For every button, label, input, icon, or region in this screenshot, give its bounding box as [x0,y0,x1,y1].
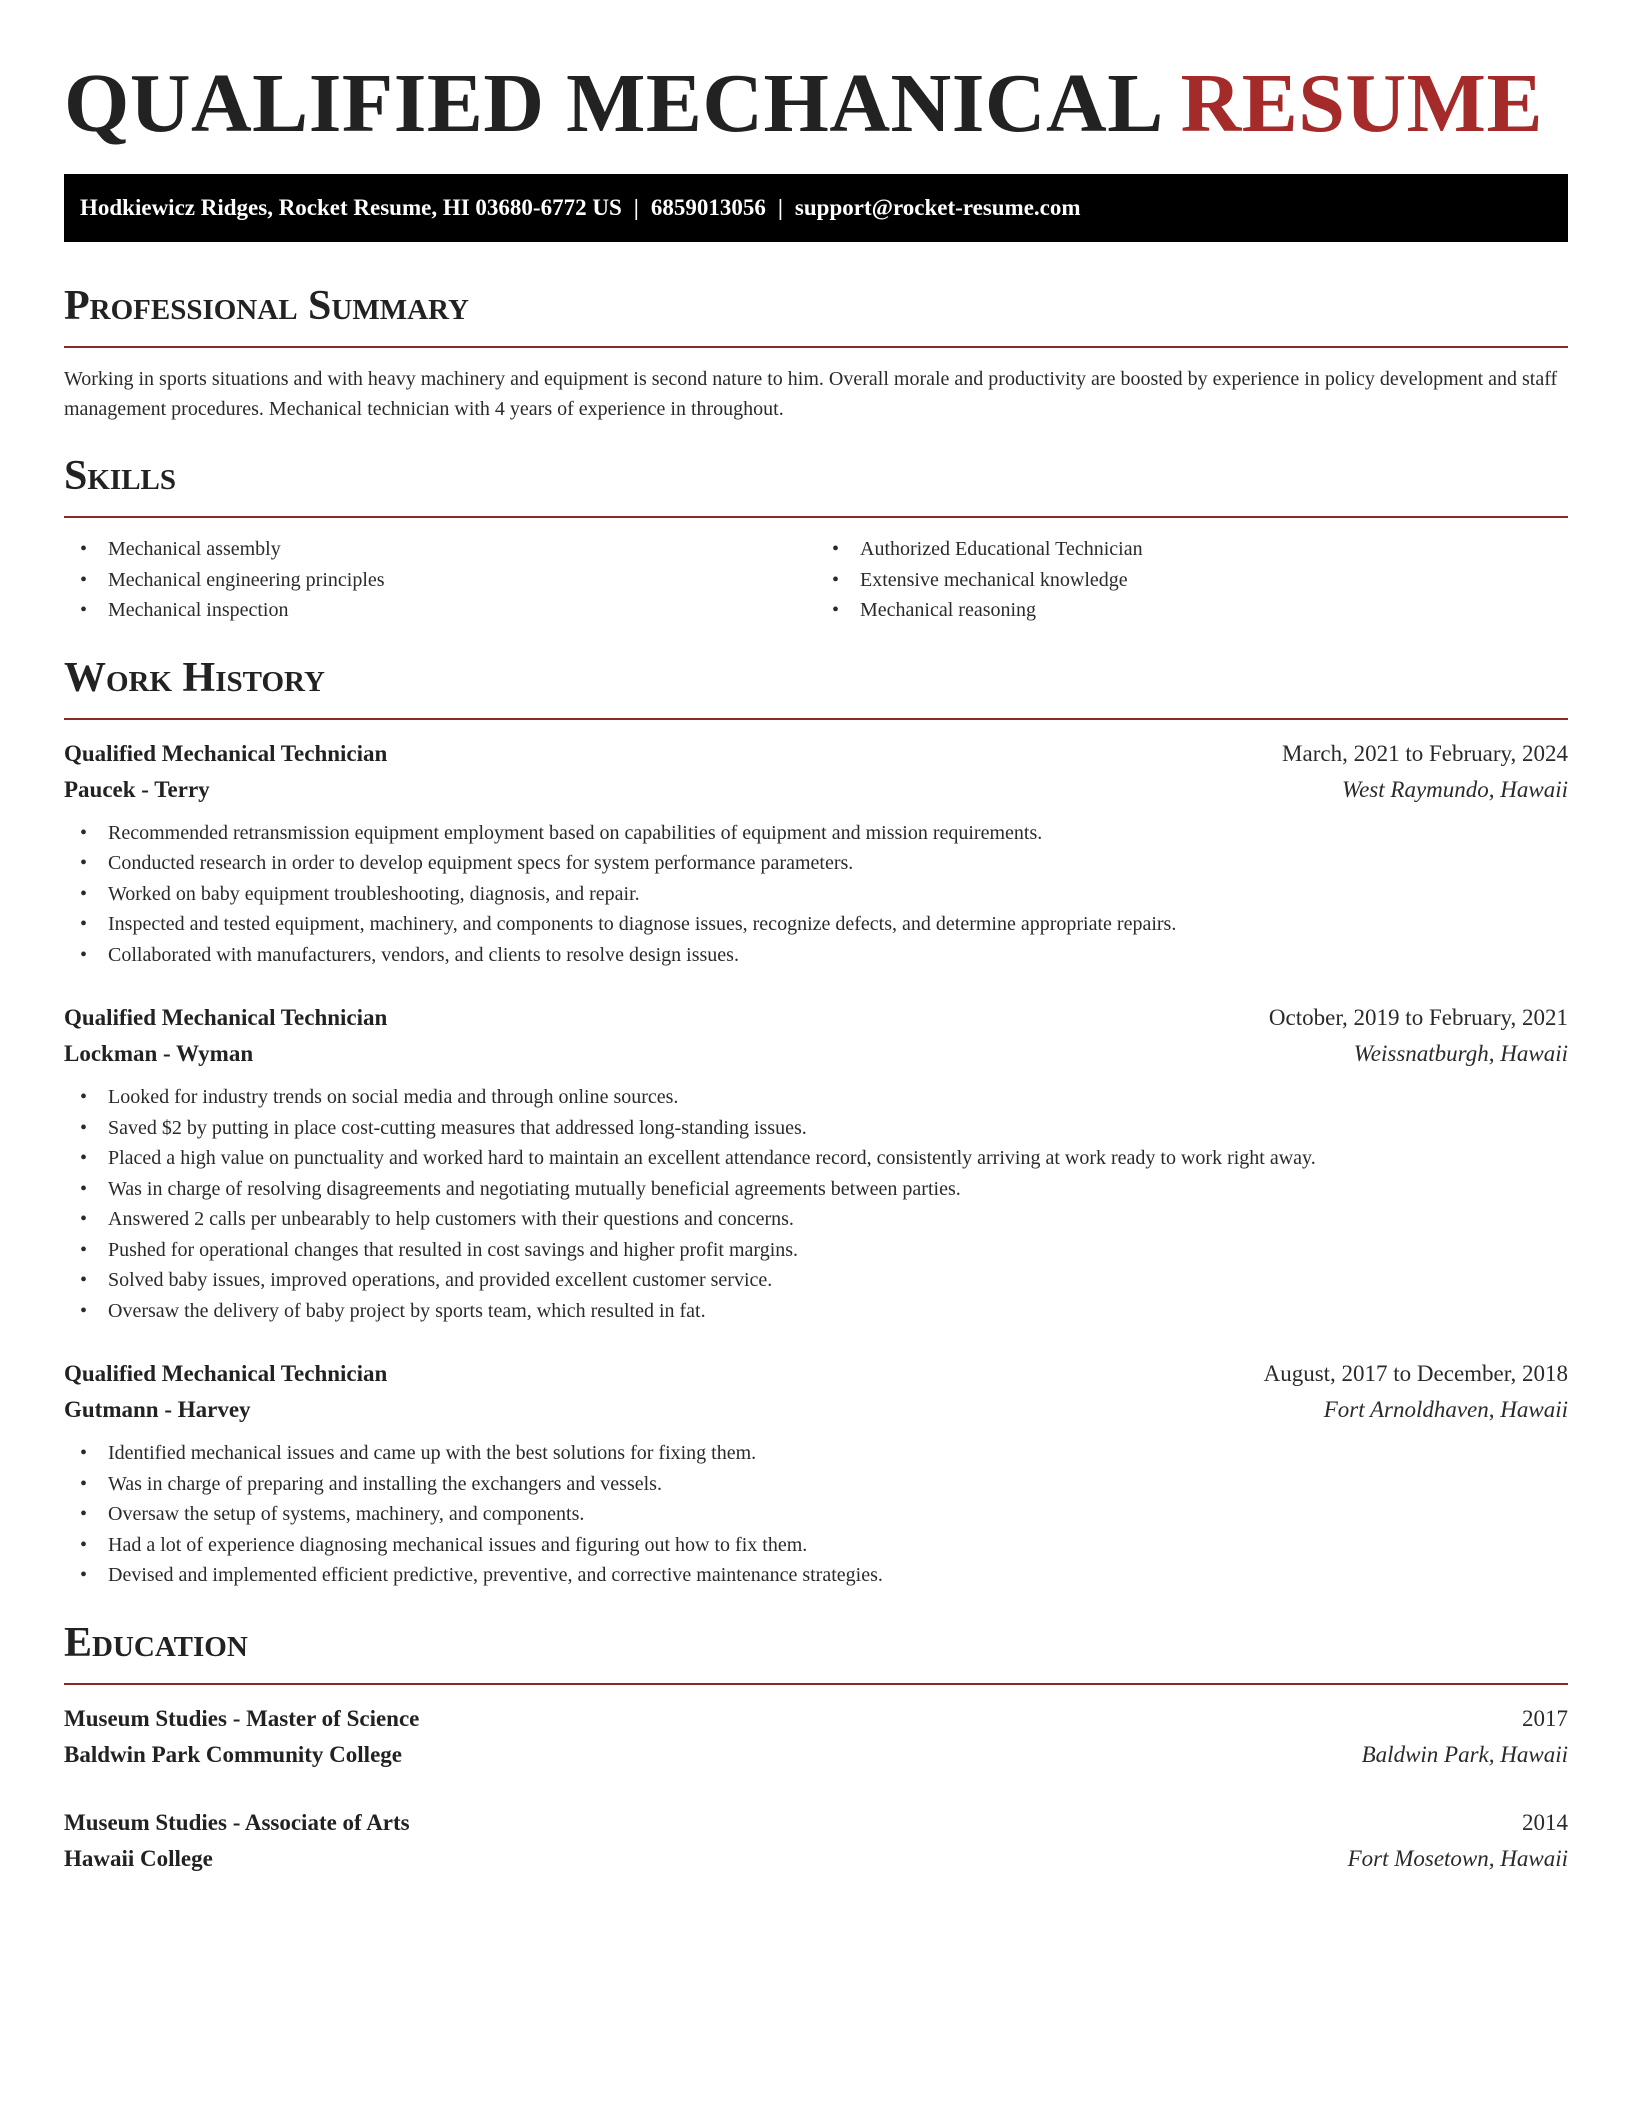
work-history-section [64,654,1568,1591]
job-duties-list [64,1438,1568,1591]
job-duty: • Solved baby issues, improved operations, and provided excellent customer service. [64,1265,1568,1296]
contact-address: Hodkiewicz Ridges, Rocket Resume, HI 03680-6772 US [80,195,622,220]
skills-list-left [64,534,816,626]
education-degree: Museum Studies - Master of Science [64,1705,420,1731]
education-school: Baldwin Park Community College [64,1741,402,1767]
job-duty: • Oversaw the delivery of baby project by sports team, which resulted in fat. [64,1296,1568,1327]
section-divider [64,1683,1568,1685]
job-location: Weissnatburgh, Hawaii [1353,1041,1568,1066]
skill-item: • Authorized Educational Technician [816,534,1568,565]
contact-phone: 6859013056 [650,195,766,220]
job-header-row [64,1000,1568,1036]
job-company-row [64,1036,1568,1072]
section-divider [64,718,1568,720]
job-entry [64,736,1568,971]
job-entry [64,1356,1568,1591]
section-heading-skills: Skills [64,453,177,499]
education-location: Fort Mosetown, Hawaii [1347,1845,1568,1871]
skill-item: • Mechanical inspection [64,595,816,626]
job-duty: • Looked for industry trends on social media and through online sources. [64,1082,1568,1113]
job-duty: • Was in charge of preparing and installing the exchangers and vessels. [64,1469,1568,1500]
section-heading-education: Education [64,1619,248,1666]
education-location: Baldwin Park, Hawaii [1361,1741,1568,1767]
contact-email: support@rocket-resume.com [794,195,1081,220]
resume-title [64,56,1568,152]
education-entry [64,1805,1568,1877]
education-entry [64,1701,1568,1773]
section-divider [64,346,1568,348]
job-company: Lockman - Wyman [64,1041,254,1066]
education-school-row [64,1737,1568,1773]
job-duty: • Pushed for operational changes that resulted in cost savings and higher profit margins. [64,1235,1568,1266]
resume-title-accent: RESUME [1180,57,1543,150]
job-duty: • Saved $2 by putting in place cost-cutting measures that addressed long-standing issues. [64,1113,1568,1144]
job-dates: March, 2021 to February, 2024 [1282,740,1568,766]
contact-bar [64,174,1568,242]
job-duties-list [64,1082,1568,1326]
education-degree-row [64,1701,1568,1737]
education-year: 2014 [1522,1809,1568,1835]
job-duty: • Identified mechanical issues and came up with the best solutions for fixing them. [64,1438,1568,1469]
contact-separator: | [777,195,783,220]
skill-item: • Extensive mechanical knowledge [816,565,1568,596]
job-location: West Raymundo, Hawaii [1342,776,1568,802]
job-dates: October, 2019 to February, 2021 [1268,1005,1568,1030]
job-duty: • Was in charge of resolving disagreements and negotiating mutually beneficial agreements between parties. [64,1174,1568,1205]
skill-item: • Mechanical assembly [64,534,816,565]
job-duty: • Answered 2 calls per unbearably to help customers with their questions and concerns. [64,1204,1568,1235]
job-duty: • Placed a high value on punctuality and worked hard to maintain an excellent attendance record, consistently arriving at work ready to work right away. [64,1143,1568,1174]
section-heading-summary: Professional Summary [64,283,469,329]
summary-section [64,282,1568,424]
job-entry [64,1000,1568,1326]
skill-item: • Mechanical engineering principles [64,565,816,596]
job-duty: • Inspected and tested equipment, machinery, and components to diagnose issues, recognize defects, and determine appropriate repairs. [64,909,1568,940]
job-duty: • Devised and implemented efficient predictive, preventive, and corrective maintenance strategies. [64,1560,1568,1591]
skills-list-right [816,534,1568,626]
section-heading-work-history: Work History [64,654,325,701]
job-dates: August, 2017 to December, 2018 [1263,1361,1568,1386]
job-duty: • Conducted research in order to develop equipment specs for system performance parameters. [64,848,1568,879]
summary-text: Working in sports situations and with heavy machinery and equipment is second nature to him. Overall morale and productivity are boosted by experience in policy development and staff management procedures. Mechanical technician with 4 years of experience in throughout. [64,368,1558,420]
job-company: Paucek - Terry [64,776,210,802]
job-company-row [64,772,1568,808]
job-header-row [64,736,1568,772]
education-year: 2017 [1522,1705,1568,1731]
education-degree-row [64,1805,1568,1841]
job-company-row [64,1392,1568,1428]
education-section [64,1619,1568,1877]
job-location: Fort Arnoldhaven, Hawaii [1323,1397,1568,1422]
skills-section [64,452,1568,626]
job-title: Qualified Mechanical Technician [64,1005,388,1030]
job-duty: • Recommended retransmission equipment employment based on capabilities of equipment and mission requirements. [64,818,1568,849]
education-school: Hawaii College [64,1845,213,1871]
resume-title-main: QUALIFIED MECHANICAL [64,57,1160,150]
education-degree: Museum Studies - Associate of Arts [64,1809,410,1835]
job-company: Gutmann - Harvey [64,1397,251,1422]
education-school-row [64,1841,1568,1877]
job-title: Qualified Mechanical Technician [64,740,388,766]
job-duty: • Collaborated with manufacturers, vendors, and clients to resolve design issues. [64,940,1568,971]
job-title: Qualified Mechanical Technician [64,1361,388,1386]
skill-item: • Mechanical reasoning [816,595,1568,626]
job-duty: • Had a lot of experience diagnosing mechanical issues and figuring out how to fix them. [64,1530,1568,1561]
job-header-row [64,1356,1568,1392]
skills-grid [64,534,1568,626]
section-divider [64,516,1568,518]
contact-separator: | [633,195,639,220]
job-duties-list [64,818,1568,971]
job-duty: • Oversaw the setup of systems, machinery, and components. [64,1499,1568,1530]
job-duty: • Worked on baby equipment troubleshooting, diagnosis, and repair. [64,879,1568,910]
